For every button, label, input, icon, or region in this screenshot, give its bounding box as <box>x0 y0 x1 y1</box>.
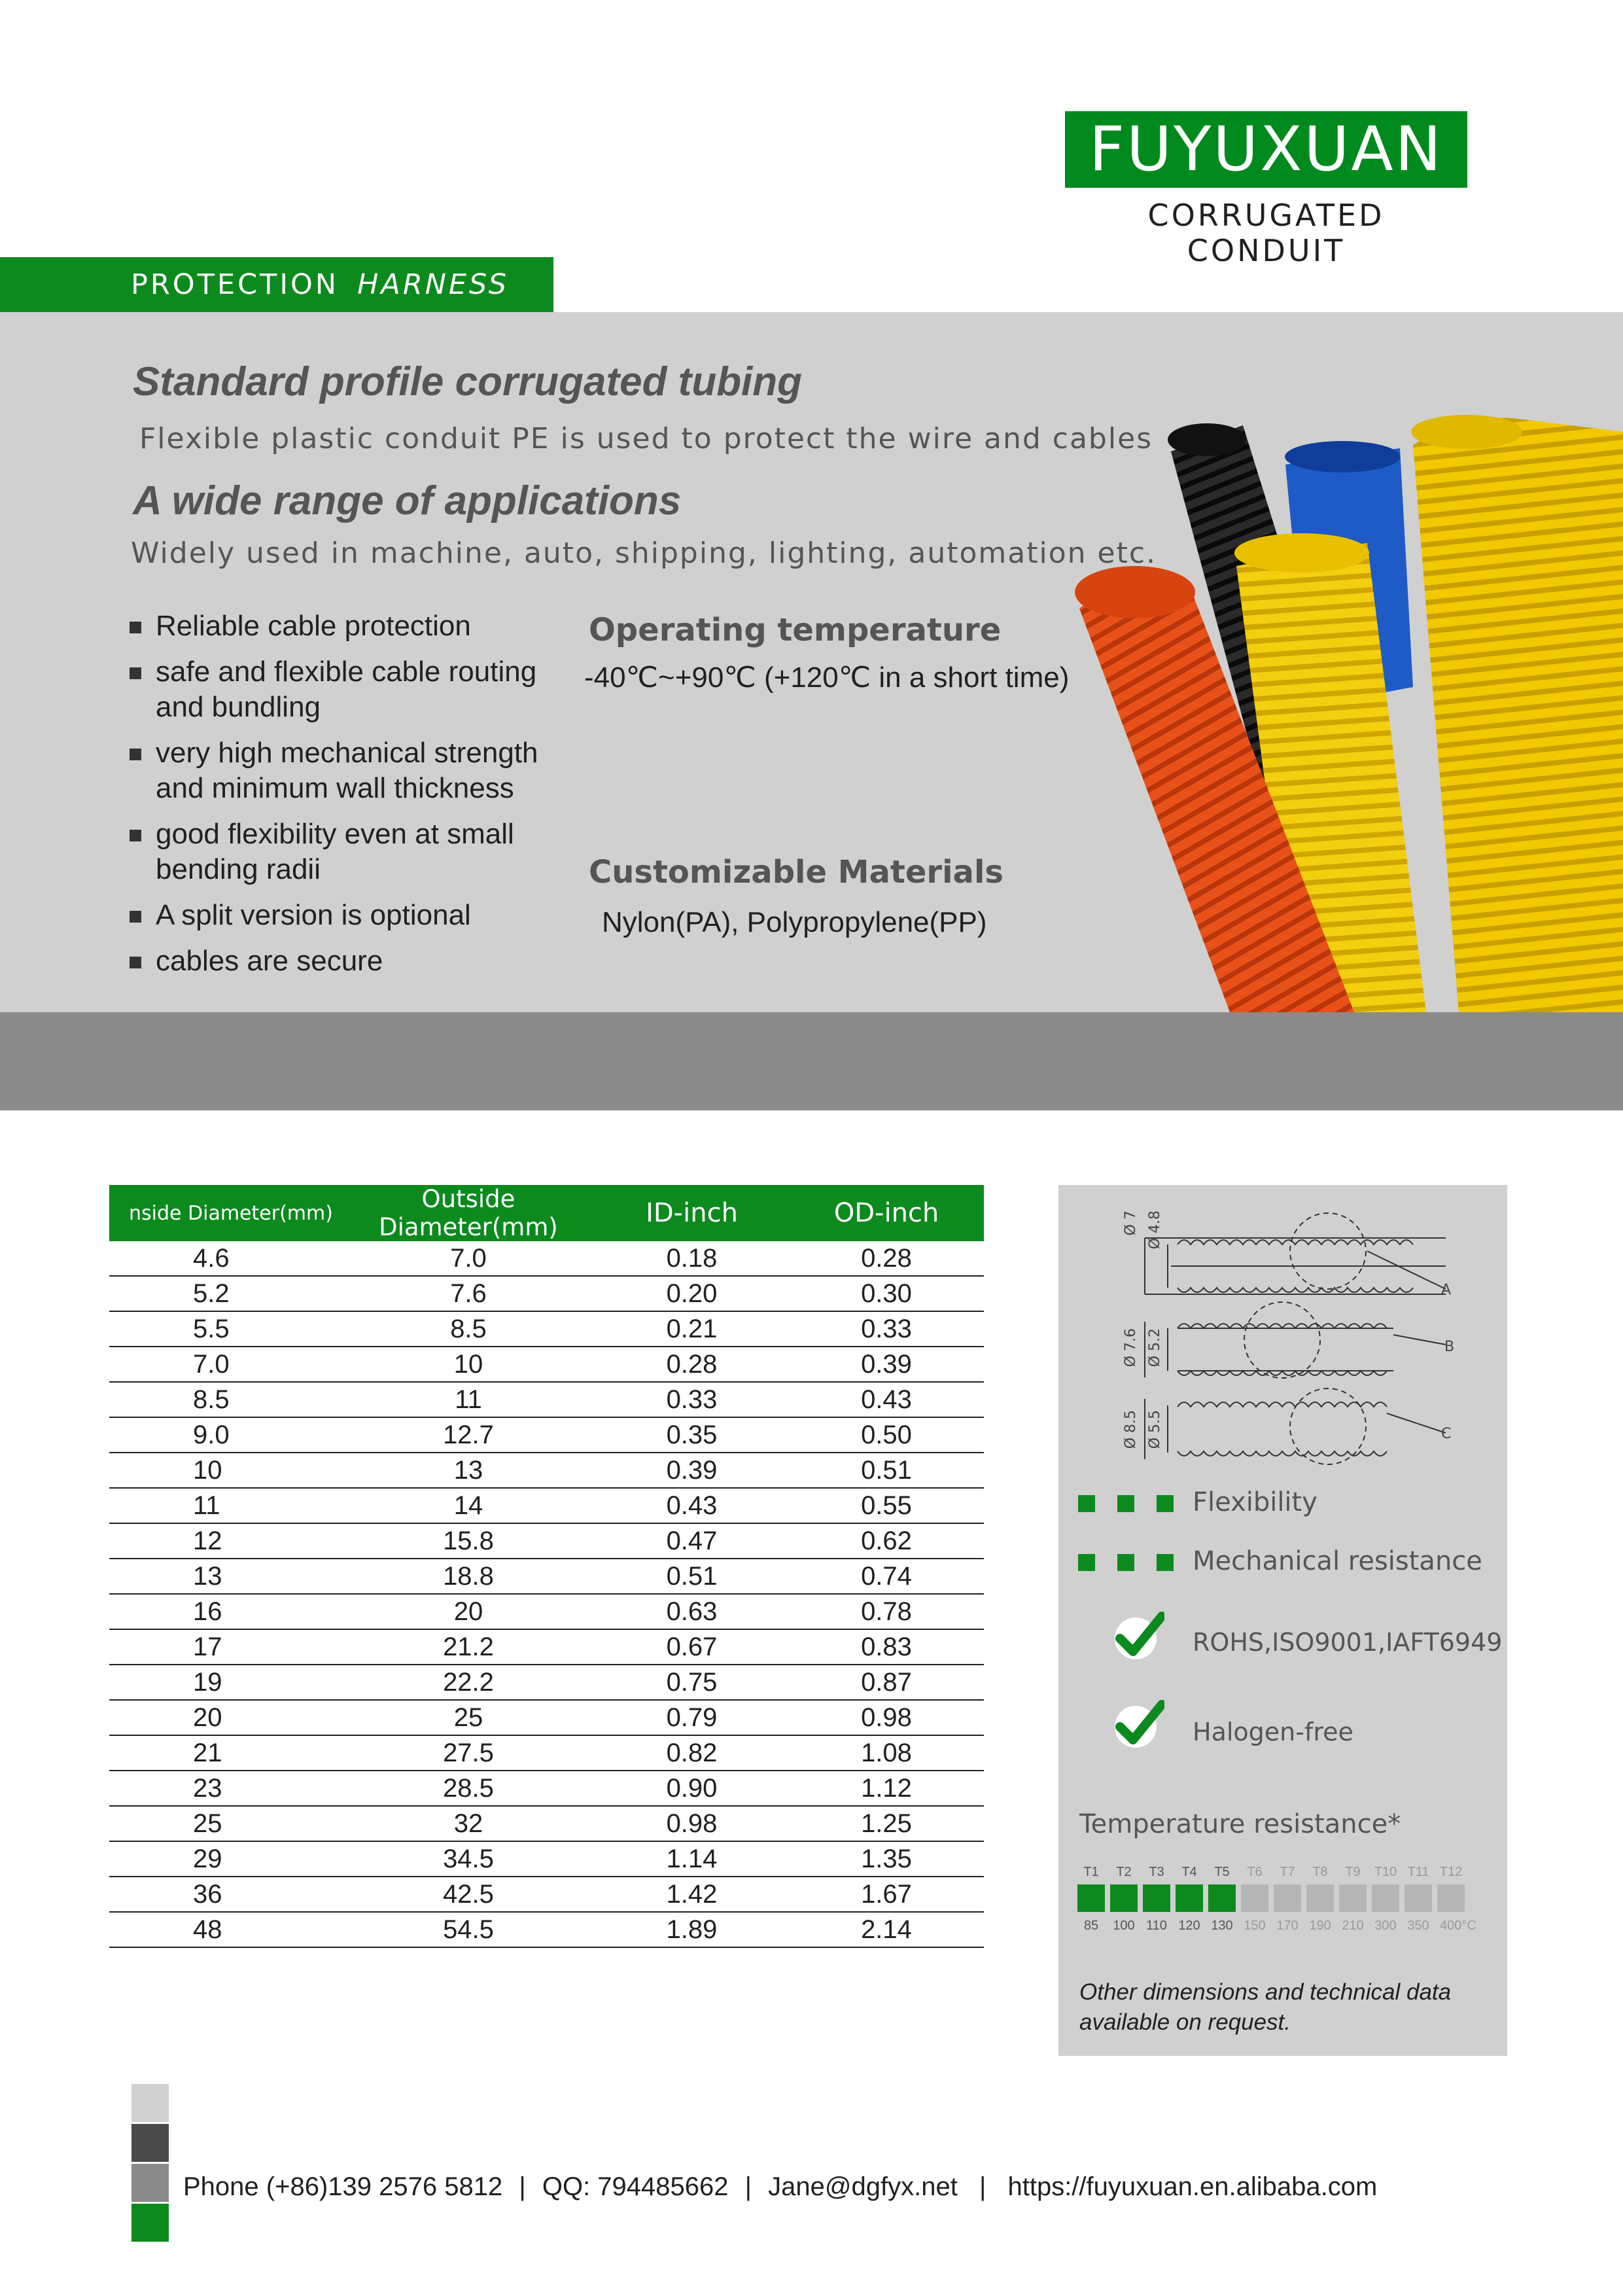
table-cell: 11 <box>109 1488 342 1523</box>
table-cell: 0.39 <box>595 1453 789 1488</box>
section-band-label: PROTECTION <box>131 268 340 301</box>
table-cell: 8.5 <box>109 1382 342 1417</box>
temperature-resistance-title: Temperature resistance* <box>1079 1809 1401 1839</box>
profile-a <box>1145 1213 1446 1294</box>
table-cell: 5.5 <box>109 1311 342 1347</box>
table-cell: 54.5 <box>342 1912 595 1947</box>
brand-logo: FUYUXUAN <box>1065 111 1467 188</box>
temperature-class-label: T6 <box>1247 1865 1263 1879</box>
footer-phone: Phone (+86)139 2576 5812 <box>183 2172 503 2201</box>
table-row <box>109 1453 984 1488</box>
table-row <box>109 1488 984 1523</box>
table-cell: 48 <box>109 1912 342 1947</box>
table-row <box>109 1665 984 1700</box>
checkmark-icon <box>1112 1610 1164 1662</box>
profile-c <box>1145 1388 1446 1464</box>
table-cell: 27.5 <box>342 1735 595 1771</box>
hero-subtitle-1: Flexible plastic conduit PE is used to protect the wire and cables <box>139 422 1153 455</box>
header-id-inch: ID-inch <box>595 1185 789 1241</box>
table-cell: 1.67 <box>789 1877 984 1912</box>
table-cell: 21.2 <box>342 1629 595 1665</box>
footer-block-light <box>131 2084 169 2122</box>
section-band <box>0 257 553 312</box>
table-cell: 0.43 <box>789 1382 984 1417</box>
profile-diagram <box>1106 1191 1472 1479</box>
feature-item: Reliable cable protection <box>130 609 587 644</box>
table-cell: 29 <box>109 1841 342 1877</box>
table-cell: 0.67 <box>595 1629 789 1665</box>
table-cell: 36 <box>109 1877 342 1912</box>
table-cell: 1.35 <box>789 1841 984 1877</box>
brand-tagline: CORRUGATED CONDUIT <box>1147 198 1385 268</box>
table-cell: 25 <box>109 1806 342 1841</box>
table-cell: 0.87 <box>789 1665 984 1700</box>
table-cell: 7.6 <box>342 1276 595 1311</box>
temperature-class-label: T7 <box>1280 1865 1295 1879</box>
table-cell: 0.33 <box>789 1311 984 1347</box>
footer-block-green <box>131 2204 169 2242</box>
temperature-value-label: 110 <box>1146 1918 1167 1933</box>
conduit-illustration <box>1060 412 1623 1012</box>
temperature-class-label: T8 <box>1312 1865 1328 1879</box>
temperature-class-box <box>1176 1884 1203 1912</box>
hero-title-2: A wide range of applications <box>133 478 682 523</box>
table-cell: 32 <box>342 1806 595 1841</box>
profile-c-inner-label: Ø 5.5 <box>1147 1410 1163 1449</box>
temperature-class-label: T10 <box>1374 1865 1397 1879</box>
rating-square-icon <box>1117 1495 1134 1512</box>
footer-block-mid <box>131 2164 169 2202</box>
feature-item: good flexibility even at small bending radii <box>130 817 587 887</box>
table-cell: 0.51 <box>595 1559 789 1594</box>
footer-separator: | <box>519 2172 526 2201</box>
mechanical-resistance-label: Mechanical resistance <box>1193 1546 1482 1576</box>
table-row <box>109 1735 984 1771</box>
flexibility-rating <box>1078 1495 1174 1512</box>
temperature-class-box <box>1077 1884 1105 1912</box>
temperature-class-box <box>1143 1884 1170 1912</box>
temperature-value-label: 85 <box>1083 1918 1099 1933</box>
table-cell: 0.50 <box>789 1417 984 1453</box>
profile-b-inner-label: Ø 5.2 <box>1147 1328 1163 1368</box>
header-od-inch: OD-inch <box>789 1185 984 1241</box>
footer-website[interactable]: https://fuyuxuan.en.alibaba.com <box>1007 2172 1378 2201</box>
section-band-italic: HARNESS <box>357 268 510 301</box>
rating-square-icon <box>1117 1554 1134 1571</box>
footer-separator: | <box>744 2172 752 2201</box>
table-cell: 1.12 <box>789 1771 984 1806</box>
table-cell: 1.25 <box>789 1806 984 1841</box>
table-row <box>109 1241 984 1276</box>
table-cell: 0.47 <box>595 1523 789 1559</box>
table-row <box>109 1311 984 1347</box>
yellow-conduit-right-end <box>1411 415 1522 449</box>
black-conduit-end <box>1168 423 1246 456</box>
table-cell: 13 <box>109 1559 342 1594</box>
other-data-note: Other dimensions and technical data available on request. <box>1079 1979 1452 2035</box>
table-cell: 15.8 <box>342 1523 595 1559</box>
table-row <box>109 1594 984 1629</box>
table-row <box>109 1382 984 1417</box>
table-cell: 1.42 <box>595 1877 789 1912</box>
temperature-value-label: 400°C <box>1440 1918 1476 1933</box>
feature-item: A split version is optional <box>130 898 587 933</box>
yellow-conduit-right <box>1413 417 1623 1012</box>
table-cell: 0.79 <box>595 1700 789 1735</box>
table-cell: 0.55 <box>789 1488 984 1523</box>
feature-item: safe and flexible cable routing and bundling <box>130 654 587 725</box>
temperature-class-box <box>1241 1884 1268 1912</box>
rating-square-icon <box>1157 1554 1174 1571</box>
temperature-class-label: T9 <box>1345 1865 1361 1879</box>
profile-a-outer-label: Ø 7 <box>1123 1210 1139 1236</box>
dimension-table <box>109 1185 984 1948</box>
temperature-class-label: T12 <box>1439 1865 1463 1879</box>
operating-temperature-heading: Operating temperature <box>589 612 1002 648</box>
operating-temperature-value: -40℃~+90℃ (+120℃ in a short time) <box>584 662 1070 694</box>
table-cell: 2.14 <box>789 1912 984 1947</box>
table-cell: 25 <box>342 1700 595 1735</box>
bullet-square-icon <box>130 911 141 923</box>
table-cell: 0.21 <box>595 1311 789 1347</box>
table-row <box>109 1877 984 1912</box>
profile-b-outer-label: Ø 7.6 <box>1123 1328 1139 1368</box>
profile-c-letter: C <box>1441 1426 1452 1442</box>
temperature-value-label: 170 <box>1276 1918 1299 1933</box>
table-cell: 0.28 <box>789 1241 984 1276</box>
table-cell: 0.18 <box>595 1241 789 1276</box>
table-cell: 0.74 <box>789 1559 984 1594</box>
temperature-class-label: T11 <box>1407 1865 1429 1879</box>
table-cell: 12.7 <box>342 1417 595 1453</box>
table-cell: 10 <box>109 1453 342 1488</box>
table-cell: 0.63 <box>595 1594 789 1629</box>
table-row <box>109 1559 984 1594</box>
rating-square-icon <box>1157 1495 1174 1512</box>
temperature-class-label: T5 <box>1214 1865 1230 1879</box>
temperature-class-box <box>1306 1884 1334 1912</box>
checkmark-icon <box>1112 1698 1164 1750</box>
table-cell: 0.98 <box>595 1806 789 1841</box>
temperature-value-label: 150 <box>1244 1918 1266 1933</box>
header-outside-diameter: Outside Diameter(mm) <box>342 1185 595 1241</box>
feature-item: very high mechanical strength and minimum wall thickness <box>130 735 587 806</box>
table-cell: 9.0 <box>109 1417 342 1453</box>
bullet-square-icon <box>130 622 141 633</box>
temperature-value-label: 120 <box>1178 1918 1200 1933</box>
table-row <box>109 1629 984 1665</box>
table-cell: 16 <box>109 1594 342 1629</box>
table-row <box>109 1771 984 1806</box>
yellow-conduit-front-end <box>1234 533 1369 573</box>
table-cell: 0.90 <box>595 1771 789 1806</box>
footer-email[interactable]: Jane@dgfyx.net <box>768 2172 958 2201</box>
table-cell: 42.5 <box>342 1877 595 1912</box>
temperature-value-label: 100 <box>1113 1918 1135 1933</box>
feature-list <box>130 609 587 989</box>
table-cell: 10 <box>342 1347 595 1382</box>
orange-conduit-end <box>1075 566 1195 618</box>
temperature-class-box <box>1208 1884 1236 1912</box>
temperature-value-label: 190 <box>1309 1918 1331 1933</box>
materials-value: Nylon(PA), Polypropylene(PP) <box>602 906 987 938</box>
profile-b <box>1145 1302 1446 1378</box>
certifications-label: ROHS,ISO9001,IAFT6949 <box>1193 1628 1503 1657</box>
temperature-class-box <box>1372 1884 1399 1912</box>
table-cell: 0.39 <box>789 1347 984 1382</box>
bullet-square-icon <box>130 749 141 760</box>
table-cell: 0.98 <box>789 1700 984 1735</box>
table-cell: 11 <box>342 1382 595 1417</box>
table-cell: 0.75 <box>595 1665 789 1700</box>
table-row <box>109 1417 984 1453</box>
footer-contacts <box>183 2172 1377 2202</box>
table-cell: 4.6 <box>109 1241 342 1276</box>
temperature-value-label: 210 <box>1342 1918 1364 1933</box>
mechanical-resistance-rating <box>1078 1554 1174 1571</box>
footer-separator: | <box>979 2172 986 2201</box>
table-cell: 28.5 <box>342 1771 595 1806</box>
temperature-value-label: 130 <box>1211 1918 1233 1933</box>
table-cell: 0.51 <box>789 1453 984 1488</box>
table-row <box>109 1276 984 1311</box>
table-cell: 0.78 <box>789 1594 984 1629</box>
table-cell: 0.20 <box>595 1276 789 1311</box>
footer-block-dark <box>131 2124 169 2162</box>
table-cell: 1.89 <box>595 1912 789 1947</box>
table-row <box>109 1806 984 1841</box>
hero-title-1: Standard profile corrugated tubing <box>133 359 803 404</box>
table-row <box>109 1841 984 1877</box>
table-cell: 19 <box>109 1665 342 1700</box>
table-row <box>109 1347 984 1382</box>
table-header-row <box>109 1185 984 1241</box>
table-cell: 21 <box>109 1735 342 1771</box>
temperature-class-box <box>1274 1884 1301 1912</box>
hero-subtitle-2: Widely used in machine, auto, shipping, lighting, automation etc. <box>131 537 1157 570</box>
temperature-class-label: T4 <box>1181 1865 1197 1879</box>
table-row <box>109 1700 984 1735</box>
feature-item: cables are secure <box>130 944 587 979</box>
materials-heading: Customizable Materials <box>589 854 1003 891</box>
header-inside-diameter: nside Diameter(mm) <box>109 1185 342 1241</box>
temperature-class-label: T1 <box>1083 1865 1099 1879</box>
table-row <box>109 1523 984 1559</box>
temperature-class-label: T2 <box>1116 1865 1132 1879</box>
table-cell: 0.62 <box>789 1523 984 1559</box>
blue-conduit-end <box>1285 441 1400 472</box>
footer-qq: QQ: 794485662 <box>542 2172 729 2201</box>
table-cell: 34.5 <box>342 1841 595 1877</box>
table-cell: 0.28 <box>595 1347 789 1382</box>
table-cell: 7.0 <box>342 1241 595 1276</box>
table-cell: 20 <box>342 1594 595 1629</box>
rating-square-icon <box>1078 1554 1095 1571</box>
flexibility-label: Flexibility <box>1193 1487 1318 1517</box>
table-cell: 12 <box>109 1523 342 1559</box>
profile-c-outer-label: Ø 8.5 <box>1123 1410 1139 1449</box>
profile-a-inner-label: Ø 4.8 <box>1147 1210 1163 1250</box>
bullet-square-icon <box>130 667 141 679</box>
table-cell: 18.8 <box>342 1559 595 1594</box>
table-cell: 7.0 <box>109 1347 342 1382</box>
rating-square-icon <box>1078 1495 1095 1512</box>
table-cell: 0.33 <box>595 1382 789 1417</box>
temperature-class-box <box>1339 1884 1367 1912</box>
table-cell: 14 <box>342 1488 595 1523</box>
table-cell: 0.30 <box>789 1276 984 1311</box>
table-cell: 1.08 <box>789 1735 984 1771</box>
bullet-square-icon <box>130 957 141 968</box>
table-cell: 1.14 <box>595 1841 789 1877</box>
temperature-class-box <box>1405 1884 1432 1912</box>
table-cell: 0.83 <box>789 1629 984 1665</box>
table-cell: 20 <box>109 1700 342 1735</box>
temperature-class-label: T3 <box>1149 1865 1164 1879</box>
temperature-class-box <box>1110 1884 1138 1912</box>
table-cell: 13 <box>342 1453 595 1488</box>
halogen-free-label: Halogen-free <box>1193 1718 1353 1746</box>
table-cell: 8.5 <box>342 1311 595 1347</box>
table-cell: 0.35 <box>595 1417 789 1453</box>
table-cell: 0.82 <box>595 1735 789 1771</box>
temperature-value-label: 300 <box>1374 1918 1397 1933</box>
bullet-square-icon <box>130 830 141 841</box>
temperature-value-label: 350 <box>1407 1918 1429 1933</box>
profile-b-letter: B <box>1444 1339 1455 1355</box>
temperature-class-box <box>1437 1884 1465 1912</box>
profile-a-letter: A <box>1441 1282 1452 1298</box>
table-cell: 17 <box>109 1629 342 1665</box>
table-row <box>109 1912 984 1947</box>
table-cell: 0.43 <box>595 1488 789 1523</box>
table-cell: 5.2 <box>109 1276 342 1311</box>
table-cell: 22.2 <box>342 1665 595 1700</box>
table-cell: 23 <box>109 1771 342 1806</box>
temperature-scale <box>1077 1865 1483 1933</box>
hero-dark-strip <box>0 1012 1623 1110</box>
